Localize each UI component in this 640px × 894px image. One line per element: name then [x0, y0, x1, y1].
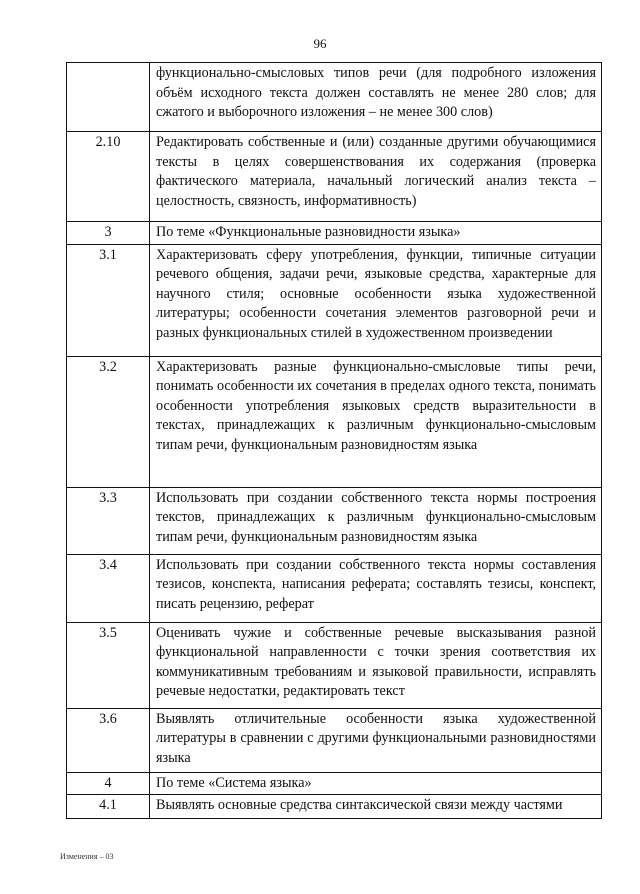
table-row — [67, 356, 602, 487]
row-number: 2.10 — [67, 132, 150, 222]
row-text: Использовать при создании собственного текста нормы составления тезисов, конспекта, написания реферата; составлять тезисы, конспект, писать рецензию, реферат — [150, 554, 602, 622]
row-text: Оценивать чужие и собственные речевые высказывания разной функциональной направленности с точки зрения соответствия их коммуникативным требованиям и языковой правильности, исправлять речевые недостатки, редактировать текст — [150, 622, 602, 708]
row-number: 3.4 — [67, 554, 150, 622]
row-number: 3.3 — [67, 487, 150, 554]
footer-revision-note: Изменения – 03 — [60, 852, 114, 861]
row-text: По теме «Функциональные разновидности языка» — [150, 222, 602, 245]
table-row — [67, 244, 602, 356]
row-text: функционально-смысловых типов речи (для подробного изложения объём исходного текста должен составлять не менее 280 слов; для сжатого и выборочного изложения – не менее 300 слов) — [150, 63, 602, 132]
row-text: Выявлять основные средства синтаксической связи между частями — [150, 795, 602, 819]
row-number: 3.1 — [67, 244, 150, 356]
row-text: Характеризовать сферу употребления, функции, типичные ситуации речевого общения, задачи речи, языковые средства, характерные для научного стиля; основные особенности языка художественной литературы; особенности сочетания элементов разговорной речи и разных функциональных стилей в художественном произведении — [150, 244, 602, 356]
requirements-table — [66, 62, 602, 819]
row-number: 3.2 — [67, 356, 150, 487]
row-number: 3.5 — [67, 622, 150, 708]
table-row — [67, 795, 602, 819]
row-number: 4.1 — [67, 795, 150, 819]
table-row — [67, 708, 602, 772]
row-number: 3.6 — [67, 708, 150, 772]
table-row — [67, 132, 602, 222]
row-number: 3 — [67, 222, 150, 245]
table-row — [67, 222, 602, 245]
row-text: Редактировать собственные и (или) созданные другими обучающимися тексты в целях совершенствования их содержания (проверка фактического материала, начальный логический анализ текста – целостность, связность, информативность) — [150, 132, 602, 222]
row-number — [67, 63, 150, 132]
table-row — [67, 487, 602, 554]
row-number: 4 — [67, 772, 150, 795]
table-row — [67, 772, 602, 795]
table-row — [67, 622, 602, 708]
table-row — [67, 554, 602, 622]
row-text: Характеризовать разные функционально-смысловые типы речи, понимать особенности их сочетания в пределах одного текста, понимать особенности употребления языковых средств выразительности в текстах, принадлежащих к различным функционально-смысловым типам речи, функциональным разновидностям языка — [150, 356, 602, 487]
row-text: Использовать при создании собственного текста нормы построения текстов, принадлежащих к различным функционально-смысловым типам речи, функциональным разновидностям языка — [150, 487, 602, 554]
row-text: По теме «Система языка» — [150, 772, 602, 795]
table-row — [67, 63, 602, 132]
page-number: 96 — [313, 36, 327, 51]
row-text: Выявлять отличительные особенности языка художественной литературы в сравнении с другими функциональными разновидностями языка — [150, 708, 602, 772]
